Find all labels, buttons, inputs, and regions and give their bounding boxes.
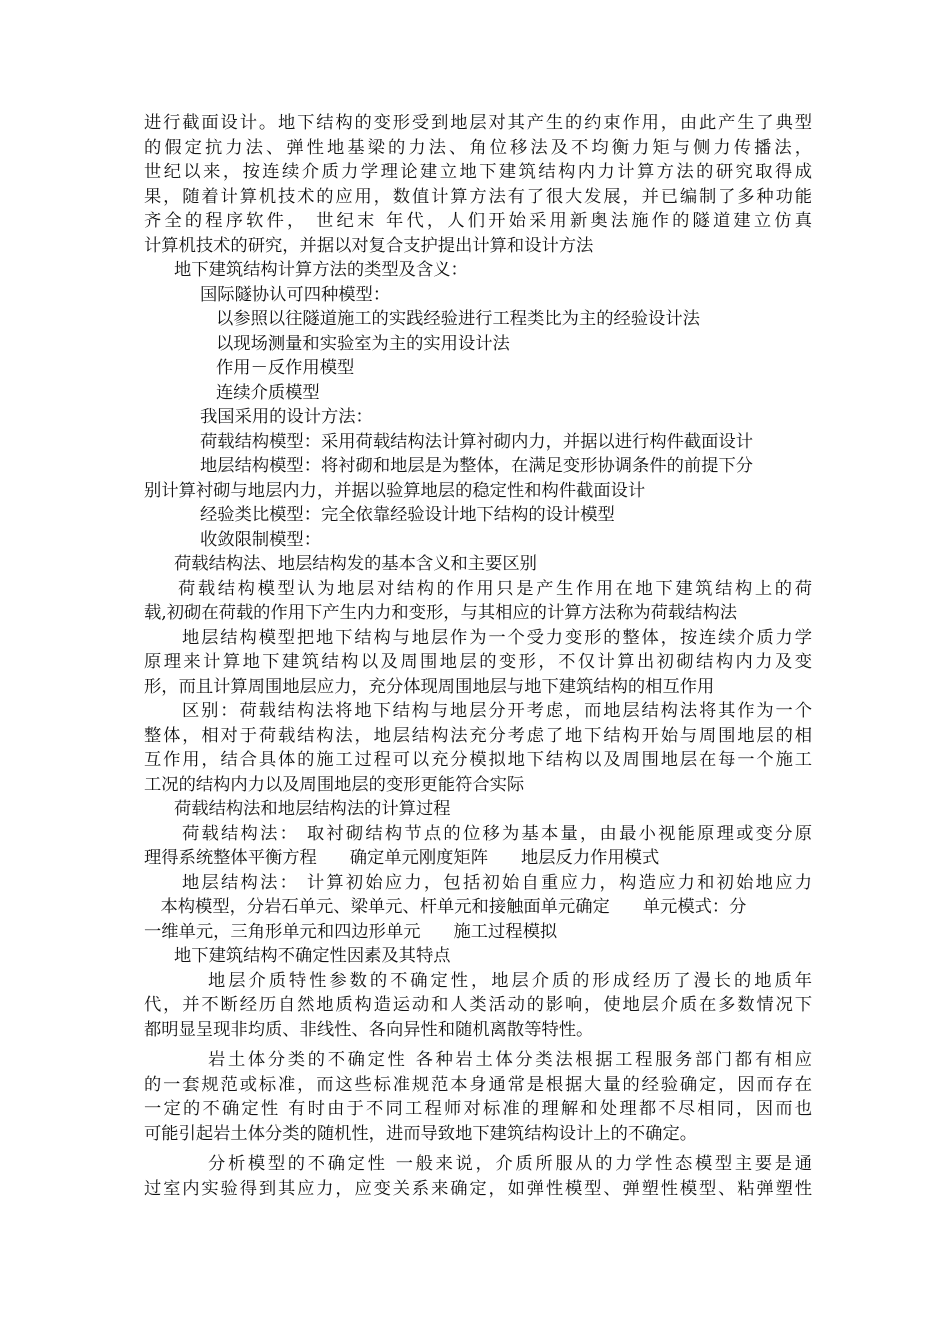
list-item: 作用－反作用模型 xyxy=(216,358,355,378)
paragraph-line: 地层结构法： 计算初始应力，包括初始自重应力，构造应力和初始地应力 xyxy=(182,872,812,893)
intro-line: 计算机技术的研究，并据以对复合支护提出计算和设计方法 xyxy=(144,235,594,256)
paragraph-line: 代，并不断经历自然地质构造运动和人类活动的影响，使地层介质在多数情况下 xyxy=(144,995,812,1015)
intro-line: 果，随着计算机技术的应用，数值计算方法有了很大发展，并已编制了多种功能 xyxy=(144,186,812,207)
subsection-heading: 国际隧协认可四种模型： xyxy=(200,284,391,305)
list-item: 经验类比模型：完全依靠经验设计地下结构的设计模型 xyxy=(200,505,615,525)
paragraph-line: 一定的不确定性 有时由于不同工程师对标准的理解和处理都不尽相同，因而也 xyxy=(144,1099,812,1119)
subsection-heading: 我国采用的设计方法： xyxy=(200,407,373,427)
paragraph-line: 形，而且计算周围地层应力，充分体现周围地层与地下建筑结构的相互作用 xyxy=(144,676,715,697)
document-body xyxy=(144,111,812,1201)
section-heading: 荷载结构法、地层结构发的基本含义和主要区别 xyxy=(174,554,537,574)
paragraph-line: 工况的结构内力以及周围地层的变形更能符合实际 xyxy=(144,774,525,795)
intro-line: 的假定抗力法、弹性地基梁的力法、角位移法及不均衡力矩与侧力传播法， xyxy=(144,137,812,158)
paragraph-line: 可能引起岩土体分类的随机性，进而导致地下建筑结构设计上的不确定。 xyxy=(144,1123,698,1144)
list-item: 以现场测量和实验室为主的实用设计法 xyxy=(216,333,510,354)
paragraph-line: 互作用，结合具体的施工过程可以充分模拟地下结构以及周围地层在每一个施工 xyxy=(144,750,812,770)
paragraph-line: 地层介质特性参数的不确定性，地层介质的形成经历了漫长的地质年 xyxy=(208,970,812,991)
intro-line: 世纪以来，按连续介质力学理论建立地下建筑结构内力计算方法的研究取得成 xyxy=(144,162,812,182)
paragraph-line: 原理来计算地下建筑结构以及周围地层的变形，不仅计算出初砌结构内力及变 xyxy=(144,652,812,672)
paragraph-line: 理得系统整体平衡方程 确定单元刚度矩阵 地层反力作用模式 xyxy=(144,848,660,868)
intro-line: 齐全的程序软件， 世纪末 年代，人们开始采用新奥法施作的隧道建立仿真 xyxy=(144,211,812,231)
paragraph-line: 的一套规范或标准，而这些标准规范本身通常是根据大量的经验确定，因而存在 xyxy=(144,1074,812,1095)
list-item: 收敛限制模型： xyxy=(200,529,321,550)
paragraph-line: 本构模型，分岩石单元、梁单元、杆单元和接触面单元确定 单元模式：分 xyxy=(144,897,747,917)
paragraph-line: 荷载结构法： 取衬砌结构节点的位移为基本量，由最小视能原理或变分原 xyxy=(182,823,812,844)
paragraph-line: 分析模型的不确定性 一般来说，介质所服从的力学性态模型主要是通 xyxy=(208,1154,812,1174)
paragraph-line: 整体，相对于荷载结构法，地层结构法充分考虑了地下结构开始与周围地层的相 xyxy=(144,725,812,746)
paragraph-line: 荷载结构模型认为地层对结构的作用只是产生作用在地下建筑结构上的荷 xyxy=(178,578,812,599)
section-heading: 荷载结构法和地层结构法的计算过程 xyxy=(174,799,451,819)
section-heading: 地下建筑结构不确定性因素及其特点 xyxy=(174,946,451,966)
list-item: 以参照以往隧道施工的实践经验进行工程类比为主的经验设计法 xyxy=(216,309,700,329)
list-item: 地层结构模型：将衬砌和地层是为整体，在满足变形协调条件的前提下分 xyxy=(200,456,754,476)
intro-line: 进行截面设计。地下结构的变形受到地层对其产生的约束作用，由此产生了典型 xyxy=(144,113,812,133)
paragraph-line: 都明显呈现非均质、非线性、各向异性和随机离散等特性。 xyxy=(144,1019,594,1040)
paragraph-line: 岩土体分类的不确定性 各种岩土体分类法根据工程服务部门都有相应 xyxy=(208,1050,812,1070)
list-item-continuation: 别计算衬砌与地层内力，并据以验算地层的稳定性和构件截面设计 xyxy=(144,480,646,501)
paragraph-line: 一维单元，三角形单元和四边形单元 施工过程模拟 xyxy=(144,921,558,942)
paragraph-line: 载,初砌在荷载的作用下产生内力和变形，与其相应的计算方法称为荷载结构法 xyxy=(144,603,738,623)
list-item: 连续介质模型 xyxy=(216,382,320,403)
paragraph-line: 区别：荷载结构法将地下结构与地层分开考虑，而地层结构法将其作为一个 xyxy=(182,701,812,721)
list-item: 荷载结构模型：采用荷载结构法计算衬砌内力，并据以进行构件截面设计 xyxy=(200,431,754,452)
paragraph-line: 地层结构模型把地下结构与地层作为一个受力变形的整体，按连续介质力学 xyxy=(182,627,812,648)
section-heading: 地下建筑结构计算方法的类型及含义： xyxy=(174,260,468,280)
paragraph-line: 过室内实验得到其应力，应变关系来确定，如弹性模型、弹塑性模型、粘弹塑性 xyxy=(144,1178,812,1199)
